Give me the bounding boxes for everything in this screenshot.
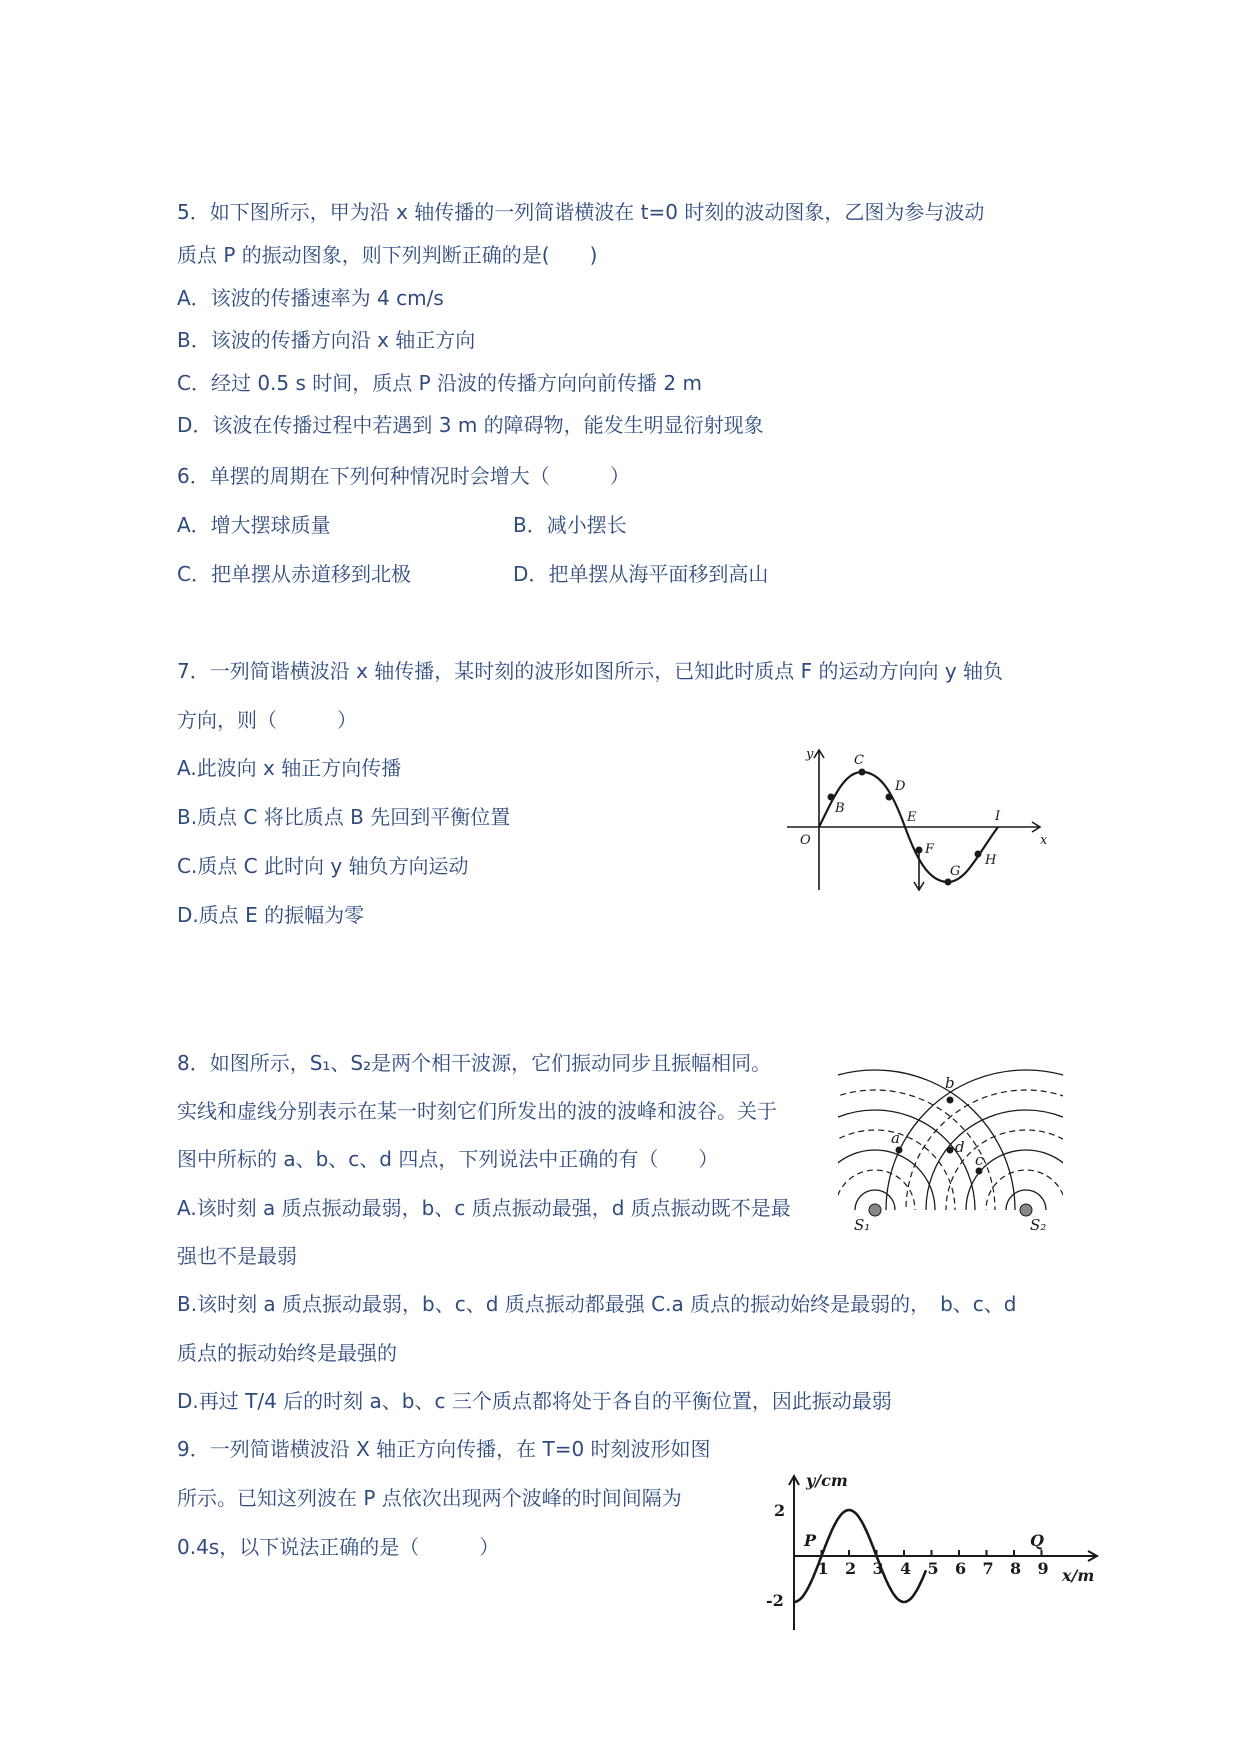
q8-point-d: [947, 1147, 954, 1154]
q7-label-d: D: [895, 779, 906, 794]
q6-stem: 6．单摆的周期在下列何种情况时会增大（ ）: [177, 464, 630, 488]
q7-option-c: C.质点 C 此时向 y 轴负方向运动: [177, 854, 469, 878]
q7-x-label: x: [1040, 833, 1048, 848]
q8-interference-figure: [838, 1068, 1063, 1233]
q8-label-d: d: [955, 1138, 965, 1156]
q8-label-s1: S₁: [854, 1216, 871, 1233]
q7-point-c: [859, 769, 866, 776]
q6-option-c: C．把单摆从赤道移到北极: [177, 562, 411, 586]
q7-stem-line2: 方向，则（ ）: [177, 708, 357, 732]
q9-x-tick-label: 5: [927, 1559, 939, 1578]
q8-source-s1: [869, 1204, 881, 1216]
q8-label-b: b: [945, 1074, 955, 1092]
q9-label-p: P: [804, 1531, 817, 1550]
q5-option-d: D．该波在传播过程中若遇到 3 m 的障碍物，能发生明显衍射现象: [177, 413, 764, 437]
q7-label-b: B: [835, 801, 845, 816]
q9-stem-line1: 9．一列简谐横波沿 X 轴正方向传播，在 T=0 时刻波形如图: [177, 1437, 711, 1461]
q8-stem-line3: 图中所标的 a、b、c、d 四点，下列说法中正确的有（ ）: [177, 1147, 719, 1171]
q9-x-tick-label: 7: [982, 1559, 994, 1578]
q7-origin-label: O: [800, 833, 811, 848]
q9-x-tick-label: 8: [1010, 1559, 1022, 1578]
q8-option-a-line1: A.该时刻 a 质点振动最弱，b、c 质点振动最强，d 质点振动既不是最: [177, 1196, 791, 1220]
q5-option-b: B．该波的传播方向沿 x 轴正方向: [177, 328, 476, 352]
q9-x-label: x/m: [1062, 1566, 1095, 1585]
q8-option-bc-line2: 质点的振动始终是最强的: [177, 1341, 397, 1365]
q8-option-d: D.再过 T/4 后的时刻 a、b、c 三个质点都将处于各自的平衡位置，因此振动最弱: [177, 1389, 892, 1413]
q8-point-b: [947, 1097, 954, 1104]
q9-stem-line2: 所示。已知这列波在 P 点依次出现两个波峰的时间间隔为: [177, 1486, 682, 1510]
q5-stem-line1: 5．如下图所示，甲为沿 x 轴传播的一列简谐横波在 t=0 时刻的波动图象，乙图为参与波动: [177, 200, 985, 224]
q7-wave-figure: [782, 742, 1052, 892]
q8-stem-line1: 8．如图所示，S₁、S₂是两个相干波源，它们振动同步且振幅相同。: [177, 1051, 772, 1075]
q8-label-a: a: [891, 1129, 900, 1147]
q9-stem-line3: 0.4s，以下说法正确的是（ ）: [177, 1535, 500, 1559]
q7-label-c: C: [854, 753, 864, 768]
q9-x-tick-label: 1: [817, 1559, 829, 1578]
q7-stem-line1: 7．一列简谐横波沿 x 轴传播，某时刻的波形如图所示，已知此时质点 F 的运动方向向 y 轴负: [177, 659, 1004, 683]
q6-option-d: D．把单摆从海平面移到高山: [513, 562, 769, 586]
q9-x-tick-label: 2: [845, 1559, 857, 1578]
q8-s1-crest-2: [838, 1150, 935, 1233]
q7-label-g: G: [950, 864, 961, 879]
q8-label-c: c: [975, 1151, 984, 1169]
q8-s1-trough-1: [838, 1170, 915, 1233]
q9-wave-figure: [762, 1468, 1107, 1638]
q8-source-s2: [1020, 1204, 1032, 1216]
q8-s2-trough-1: [986, 1170, 1063, 1233]
q6-option-b: B．减小摆长: [513, 513, 627, 537]
q9-x-tick-label: 6: [955, 1559, 967, 1578]
q7-point-h: [975, 851, 982, 858]
q5-option-a: A．该波的传播速率为 4 cm/s: [177, 286, 444, 310]
q9-x-ticks: [818, 1550, 1049, 1578]
q7-label-i: I: [995, 809, 1001, 824]
q8-label-s2: S₂: [1030, 1216, 1047, 1233]
q9-x-tick-label: 3: [872, 1559, 884, 1578]
q9-y-label: y/cm: [806, 1471, 848, 1490]
q7-label-h: H: [985, 853, 997, 868]
q9-x-tick-label: 9: [1037, 1559, 1049, 1578]
q8-s1-crest-3: [838, 1110, 975, 1233]
q5-option-c: C．经过 0.5 s 时间，质点 P 沿波的传播方向向前传播 2 m: [177, 371, 702, 395]
q8-stem-line2: 实线和虚线分别表示在某一时刻它们所发出的波的波峰和波谷。关于: [177, 1099, 777, 1123]
q7-y-label: y: [806, 747, 814, 762]
q9-y-top-label: 2: [774, 1501, 786, 1520]
q5-stem-line2: 质点 P 的振动图象，则下列判断正确的是( ): [177, 243, 598, 267]
q8-point-a: [896, 1147, 903, 1154]
q8-option-bc-line1: B.该时刻 a 质点振动最弱，b、c、d 质点振动都最强 C.a 质点的振动始终是最弱的， b、c、d: [177, 1292, 1017, 1316]
q6-option-a: A．增大摆球质量: [177, 513, 331, 537]
q7-label-f: F: [925, 842, 935, 857]
q7-point-f: [916, 847, 923, 854]
q7-point-b: [828, 794, 835, 801]
q7-option-b: B.质点 C 将比质点 B 先回到平衡位置: [177, 805, 511, 829]
q7-option-a: A.此波向 x 轴正方向传播: [177, 756, 402, 780]
q9-y-bottom-label: -2: [766, 1591, 784, 1610]
q9-label-q: Q: [1030, 1531, 1044, 1550]
q8-option-a-line2: 强也不是最弱: [177, 1244, 297, 1268]
q7-option-d: D.质点 E 的振幅为零: [177, 903, 365, 927]
q9-x-tick-label: 4: [900, 1559, 912, 1578]
q7-point-d: [886, 794, 893, 801]
q7-label-e: E: [907, 810, 917, 825]
q7-point-g: [945, 879, 952, 886]
q8-s2-crest-3: [926, 1110, 1063, 1233]
